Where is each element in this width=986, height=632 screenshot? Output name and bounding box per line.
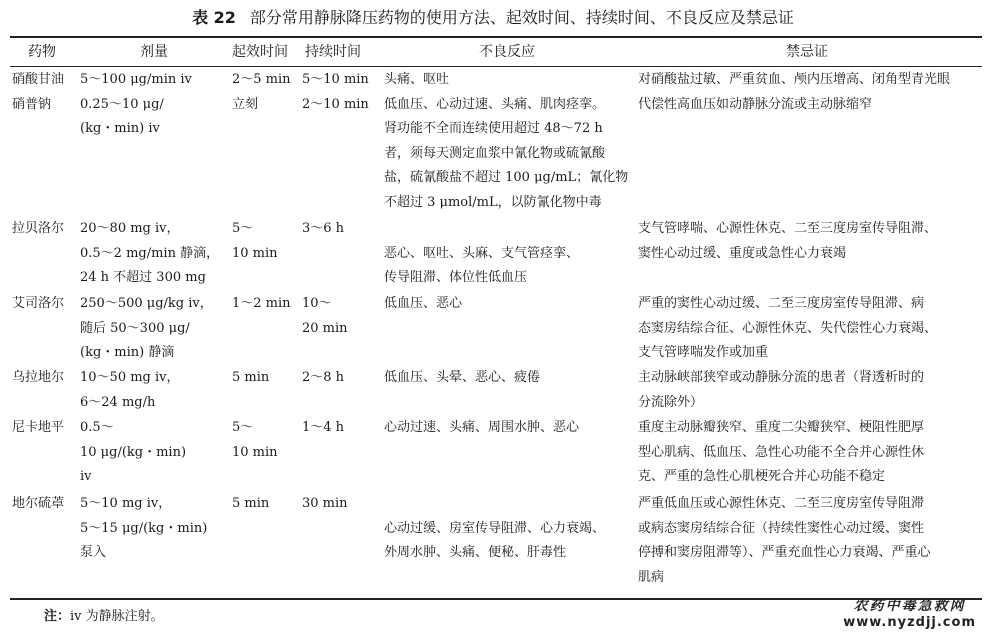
cell-dose-line: 0.5～2 mg/min 静滴， [80, 245, 220, 261]
table-number: 表 22 [192, 8, 236, 27]
cell-adverse-line: 外周水肿、头痛、便秘、肝毒性 [384, 545, 567, 561]
cell-adverse-line: 低血压、头晕、恶心、疲倦 [384, 370, 541, 385]
cell-dose-line: iv [80, 469, 92, 485]
cell-duration-line: 3～6 h [302, 221, 345, 236]
cell-contra-line: 主动脉峡部狭窄或动静脉分流的患者（肾透析时的 [638, 370, 925, 385]
cell-adverse-line: 肾功能不全而连续使用超过 48～72 h [384, 121, 603, 137]
cell-onset-line: 5～ [232, 420, 254, 435]
cell-drug-line: 尼卡地平 [12, 420, 65, 435]
cell-dose-line: 0.5～ [80, 420, 114, 435]
cell-drug-line: 拉贝洛尔 [12, 221, 65, 236]
cell-adverse-line: 心动过缓、房室传导阻滞、心力衰竭、 [384, 520, 606, 536]
cell-onset-line: 10 min [232, 444, 278, 460]
cell-adverse-line: 者，须每天测定血浆中氰化物或硫氰酸 [384, 145, 606, 161]
cell-contra-line: 克、严重的急性心肌梗死合并心功能不稳定 [638, 469, 886, 485]
cell-dose-line: 20～80 mg iv， [80, 221, 180, 236]
cell-drug-line: 地尔硫䓬 [12, 496, 65, 511]
cell-contra-line: 严重的窦性心动过缓、二至三度房室传导阻滞、病 [638, 296, 925, 311]
cell-duration-line: 1～4 h [302, 420, 345, 435]
header-duration: 持续时间 [305, 44, 361, 60]
header-drug: 药物 [28, 44, 56, 60]
cell-contra-line: 态窦房结综合征、心源性休克、失代偿性心力衰竭、 [638, 320, 938, 336]
cell-dose-line: 5～100 μg/min iv [80, 72, 192, 87]
cell-dose-line: (kg・min) 静滴 [80, 345, 175, 361]
cell-dose-line: 10～50 mg iv， [80, 370, 180, 385]
header-adverse: 不良反应 [479, 44, 535, 60]
cell-dose-line: 泵入 [80, 545, 107, 561]
cell-contra-line: 对硝酸盐过敏、严重贫血、颅内压增高、闭角型青光眼 [638, 72, 951, 87]
cell-contra-line: 严重低血压或心源性休克、二至三度房室传导阻滞 [638, 496, 925, 511]
note-label: 注： [44, 609, 71, 624]
watermark-name: 农药中毒急救网 [853, 598, 966, 614]
bottom-rule [10, 598, 982, 600]
header-contraindication: 禁忌证 [786, 44, 828, 60]
cell-dose-line: 10 μg/(kg・min) [80, 444, 187, 460]
cell-onset-line: 10 min [232, 245, 278, 261]
cell-contra-line: 代偿性高血压如动静脉分流或主动脉缩窄 [638, 96, 873, 112]
cell-drug-line: 艾司洛尔 [12, 296, 65, 311]
cell-contra-line: 停搏和窦房阻滞等）、严重充血性心力衰竭、严重心 [638, 545, 931, 561]
cell-adverse-line: 传导阻滞、体位性低血压 [384, 270, 528, 286]
watermark-url: www.nyzdjj.com [843, 615, 976, 630]
cell-contra-line: 窦性心动过缓、重度或急性心力衰竭 [638, 245, 847, 261]
cell-adverse-line: 心动过速、头痛、周围水肿、恶心 [384, 420, 580, 435]
header-onset: 起效时间 [232, 44, 288, 60]
cell-contra-line: 支气管哮喘、心源性休克、二至三度房室传导阻滞、 [638, 221, 938, 236]
cell-duration-line: 10～ [302, 296, 332, 311]
cell-contra-line: 支气管哮喘发作或加重 [638, 345, 769, 361]
cell-onset-line: 立刻 [232, 96, 259, 112]
cell-duration-line: 2～8 h [302, 370, 345, 385]
table-title [0, 6, 986, 30]
cell-dose-line: 5～15 μg/(kg・min) [80, 520, 208, 536]
cell-dose-line: 随后 50～300 μg/ [80, 320, 190, 336]
cell-contra-line: 肌病 [638, 569, 665, 585]
note-text: iv 为静脉注射。 [70, 609, 164, 624]
site-watermark [843, 597, 976, 631]
cell-duration-line: 2～10 min [302, 96, 369, 112]
cell-onset-line: 5 min [232, 370, 270, 385]
cell-drug-line: 乌拉地尔 [12, 370, 65, 385]
cell-adverse-line: 恶心、呕吐、头麻、支气管痉挛、 [384, 245, 580, 261]
cell-onset-line: 2～5 min [232, 72, 291, 87]
cell-drug-line: 硝普钠 [12, 96, 52, 112]
cell-drug-line: 硝酸甘油 [12, 72, 65, 87]
cell-onset-line: 5 min [232, 496, 270, 511]
cell-dose-line: 24 h 不超过 300 mg [80, 270, 206, 286]
cell-dose-line: 5～10 mg iv， [80, 496, 172, 511]
cell-adverse-line: 低血压、恶心 [384, 296, 463, 311]
cell-duration-line: 5～10 min [302, 72, 369, 87]
table-title-text: 部分常用静脉降压药物的使用方法、起效时间、持续时间、不良反应及禁忌证 [249, 8, 794, 27]
cell-dose-line: 6～24 mg/h [80, 394, 156, 410]
cell-adverse-line: 头痛、呕吐 [384, 72, 450, 87]
cell-contra-line: 重度主动脉瓣狭窄、重度二尖瓣狭窄、梗阻性肥厚 [638, 420, 925, 435]
cell-adverse-line: 不超过 3 μmol/mL，以防氰化物中毒 [384, 195, 602, 210]
top-rule [10, 36, 982, 38]
cell-onset-line: 1～2 min [232, 296, 291, 311]
cell-contra-line: 或病态窦房结综合征（持续性窦性心动过缓、窦性 [638, 520, 925, 536]
cell-dose-line: 250～500 μg/kg iv， [80, 296, 213, 311]
cell-duration-line: 30 min [302, 496, 348, 511]
cell-contra-line: 型心肌病、低血压、急性心功能不全合并心源性休 [638, 444, 925, 460]
cell-dose-line: 0.25～10 μg/ [80, 96, 164, 112]
cell-adverse-line: 低血压、心动过速、头痛、肌肉痉挛。 [384, 96, 606, 112]
table-note [44, 607, 164, 627]
cell-adverse-line: 盐，硫氰酸盐不超过 100 μg/mL；氰化物 [384, 170, 629, 186]
header-dose: 剂量 [140, 44, 168, 60]
cell-dose-line: (kg・min) iv [80, 121, 160, 137]
cell-contra-line: 分流除外） [638, 394, 704, 410]
cell-onset-line: 5～ [232, 221, 254, 236]
header-rule [10, 66, 982, 67]
cell-duration-line: 20 min [302, 320, 348, 336]
